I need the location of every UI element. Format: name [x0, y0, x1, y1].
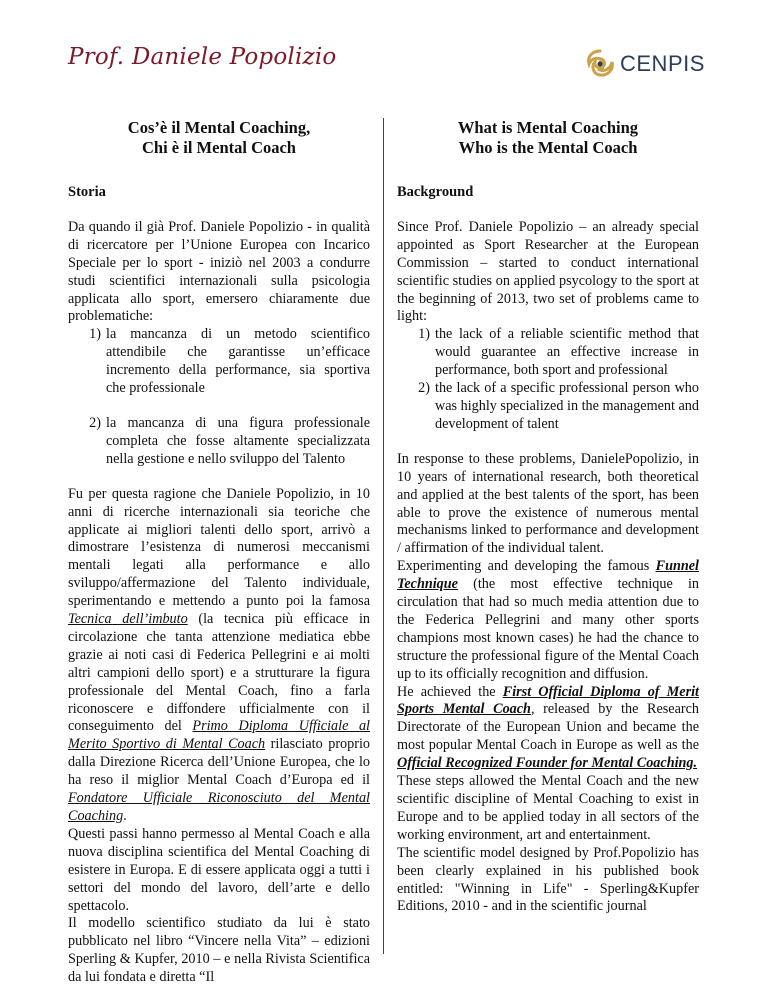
- column-divider: [383, 118, 384, 954]
- italian-title-line2: Chi è il Mental Coach: [142, 138, 296, 157]
- english-title-line1: What is Mental Coaching: [457, 118, 639, 137]
- author-signature: Prof. Daniele Popolizio: [68, 44, 337, 70]
- list-text: la mancanza di un metodo scientifico attendibile che garantisse un’efficace incremento della performance, sia sportiva che professionale: [106, 326, 370, 397]
- english-paragraph-2: In response to these problems, DanielePopolizio, in 10 years of international research, both theoretical and applied at the best talents of the sport, has been able to prove the existence of numerous mental mechanisms linked to performance and development / affirmation of the individual talent.: [397, 450, 699, 557]
- list-text: la mancanza di una figura professionale completa che fosse altamente specializzata nella gestione e nello sviluppo del Talento: [106, 414, 370, 467]
- list-item: [397, 380, 699, 434]
- english-problem-list: [397, 326, 699, 433]
- diploma-link[interactable]: Primo Diploma Ufficiale al Merito Sportivo di Mental Coach: [68, 718, 370, 753]
- italian-column: [68, 118, 370, 987]
- italian-title-line1: Cos’è il Mental Coaching,: [127, 118, 311, 137]
- italian-title: [68, 118, 370, 158]
- italian-intro: Da quando il già Prof. Daniele Popolizio - in qualità di ricercatore per l’Unione Europea con Incarico Speciale per lo sport - iniziò nel 2003 a condurre studi scientifici internazionali sulla psicologia applicata allo sport, emersero chiaramente due problematiche:: [68, 218, 370, 325]
- list-item: [68, 415, 370, 469]
- list-text: the lack of a specific professional person who was highly specialized in the management and development of talent: [435, 380, 699, 432]
- founder-link[interactable]: Fondatore Ufficiale Riconosciuto del Mental Coaching: [68, 790, 370, 824]
- funnel-technique-link[interactable]: Tecnica dell’imbuto: [68, 611, 188, 628]
- english-subhead: Background: [397, 184, 474, 200]
- funnel-technique-link[interactable]: Funnel Technique: [397, 558, 699, 593]
- diploma-link[interactable]: First Official Diploma of Merit Sports Mental Coach: [397, 683, 699, 718]
- list-number: 1): [89, 326, 101, 343]
- cenpis-logo: [584, 48, 705, 80]
- logo-text: CENPIS: [620, 51, 705, 76]
- italian-paragraph-3: Questi passi hanno permesso al Mental Coach e alla nuova disciplina scientifica del Mental Coaching di esistere in Europa. E di essere applicata oggi a tutti i settori del mondo del lavoro, dell’arte e dello spettacolo.: [68, 825, 370, 914]
- list-text: the lack of a reliable scientific method that would guarantee an effective increase in performance, both sport and professional: [435, 326, 699, 379]
- italian-problem-list: [68, 326, 370, 468]
- italian-paragraph-2: Fu per questa ragione che Daniele Popolizio, in 10 anni di ricerche internazionali sia teoriche che applicate ai migliori talenti dello sport, arrivò a dimostrare l’esistenza di numerosi meccanismi mentali legati alla performance e allo sviluppo/affermazione del Talento individuale, sperimentando e mettendo a punto poi la famosa Tecnica dell’imbuto (la tecnica più efficace in circolazione che tanta attenzione mediatica ebbe grazie ai noti casi di Federica Pellegrini e ai molti altri campioni dello sport) e a strutturare la figura professionale del Mental Coach, fino a farla riconoscere e diffondere ufficialmente con il conseguimento del Primo Diploma Ufficiale al Merito Sportivo di Mental Coach rilasciato proprio dalla Direzione Ricerca dell’Unione Europea, che lo ha reso il miglior Mental Coach d’Europa ed il Fondatore Ufficiale Riconosciuto del Mental Coaching.: [68, 485, 370, 824]
- italian-paragraph-4: Il modello scientifico studiato da lui è stato pubblicato nel libro “Vincere nella Vita” – edizioni Sperling & Kupfer, 2010 – e nella Rivista Scientifica da lui fondata e diretta “Il: [68, 915, 370, 986]
- english-paragraph-5: These steps allowed the Mental Coach and the new scientific discipline of Mental Coaching to exist in Europe and to be applied today in all sectors of the working environment, art and entertainment.: [397, 773, 699, 843]
- english-intro: Since Prof. Daniele Popolizio – an already special appointed as Sport Researcher at the European Commission – started to conduct international scientific studies on applied psycology to the sport at the beginning of 2013, two set of problems came to light:: [397, 218, 699, 325]
- english-paragraph-6: The scientific model designed by Prof.Popolizio has been clearly explained in his published book entitled: "Winning in Life" - Sperling&Kupfer Editions, 2010 - and in the scientific journal: [397, 844, 699, 915]
- english-title: [397, 118, 699, 158]
- cenpis-swirl-icon: [584, 48, 616, 80]
- list-number: 2): [418, 380, 430, 397]
- list-item: [68, 326, 370, 398]
- english-column: [397, 118, 699, 916]
- founder-link[interactable]: Official Recognized Founder for Mental Coaching.: [397, 755, 698, 772]
- list-item: [397, 326, 699, 380]
- english-paragraph-4: He achieved the First Official Diploma of Merit Sports Mental Coach, released by the Research Directorate of the European Union and became the most popular Mental Coach in Europe as well as the Official Recognized Founder for Mental Coaching.: [397, 683, 700, 772]
- list-number: 1): [418, 326, 430, 343]
- english-paragraph-3: Experimenting and developing the famous Funnel Technique (the most effective technique in circulation that had so much media attention due to the Federica Pellegrini and many other sports champions most known cases) he had the chance to structure the professional figure of the Mental Coach up to its officially recognition and diffusion.: [397, 558, 699, 682]
- english-title-line2: Who is the Mental Coach: [458, 138, 638, 157]
- list-number: 2): [89, 414, 101, 431]
- italian-subhead: Storia: [68, 184, 106, 200]
